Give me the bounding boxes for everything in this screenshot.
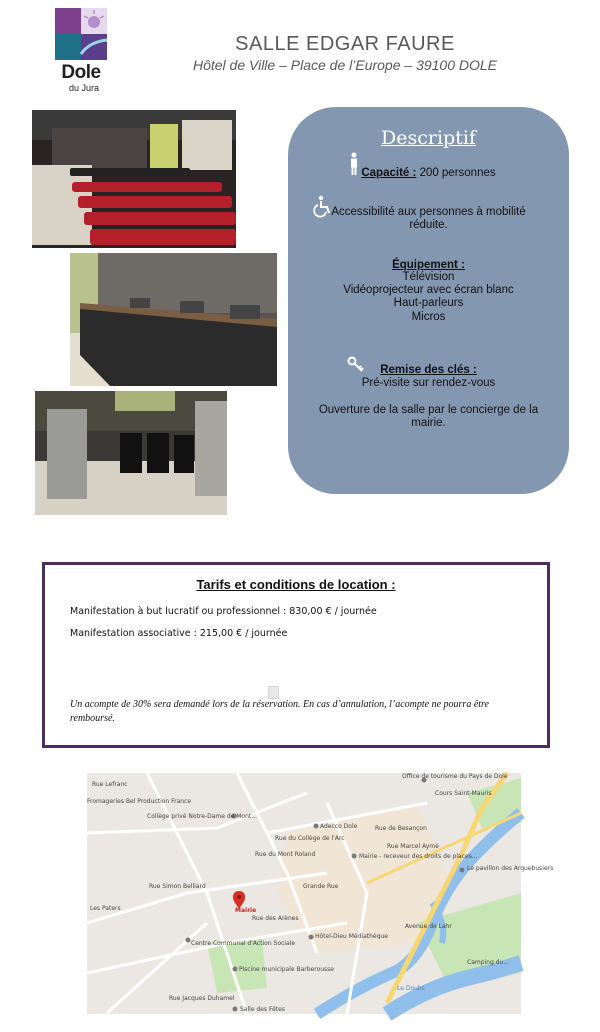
logo-square-teal [55,34,81,60]
map-label: Adecco Dole [320,823,358,830]
logo-wordmark [55,63,107,93]
equipement-label: Équipement : [392,259,465,271]
logo-square-river [81,34,107,60]
page-subtitle: Hôtel de Ville – Place de l’Europe – 39100 DOLE [192,57,498,73]
map-label: Rue Simon Belliard [149,883,206,890]
logo-name: Dole [61,62,101,83]
map-label: Hôtel-Dieu Médiathèque [315,933,388,940]
map-label: Mairie - receveur des droits de places... [359,853,478,860]
photo-tables [70,253,277,386]
descriptif-title: Descriptif [381,127,476,149]
accessibilite-line1: Accessibilité aux personnes à mobilité [331,206,526,218]
tarifs-note: Un acompte de 30% sera demandé lors de la réservation. En cas d’annulation, l’acompte ne pourra être remboursé. [70,699,489,724]
sun-icon [81,8,107,34]
map-label: Cours Saint-Mauris [435,790,492,797]
map-label: Rue du Mont Roland [255,851,316,858]
page-title: SALLE EDGAR FAURE [235,33,455,55]
map-graphic [87,773,521,1014]
map-label: Rue des Arènes [252,915,299,922]
map-label: Le Doubs [397,985,425,992]
accessibilite-line2: réduite. [409,219,448,231]
capacite-line [288,167,569,181]
map-label: Fromageries Bel Production France [87,798,192,805]
descriptif-panel [288,107,569,494]
capacite-value: 200 personnes [416,167,496,179]
equipement-item: Micros [411,311,446,323]
ouverture-line1: Ouverture de la salle par le concierge de la [318,404,539,416]
map-label: Grande Rue [303,883,339,890]
equipement-item: Haut-parleurs [393,297,464,309]
equipement-item: Vidéoprojecteur avec écran blanc [343,284,514,296]
river-icon [81,34,107,60]
photo-auditorium [32,110,236,248]
map-label: Rue Lefranc [92,781,128,788]
logo-sub: du Jura [69,83,100,93]
map-label-mairie: Mairie [235,907,257,914]
remise-label: Remise des clés : [380,364,477,376]
equipement-item: Télévision [402,271,455,283]
logo-square-purple [55,8,81,34]
map-label: Piscine municipale Barberousse [239,966,334,973]
map-label: Centre Communal d'Action Sociale [191,940,296,947]
logo-square-sun [81,8,107,34]
location-map[interactable] [87,773,554,1014]
map-label: Salle des Fêtes [240,1006,285,1013]
dole-logo [55,8,107,93]
map-label: Camping du... [467,959,510,966]
map-label: Rue Marcel Aymé [387,843,439,850]
photo-lift [35,391,227,515]
capacite-label: Capacité : [361,167,417,179]
map-label: Le pavillon des Arquebusiers [467,865,554,872]
map-label: Office de tourisme du Pays de Dole [402,773,508,780]
map-label: Rue Jacques Duhamel [169,995,235,1002]
map-label: Collège privé Notre-Dame de Mont... [147,813,257,820]
tarif-row: Manifestation à but lucratif ou professionnel : 830,00 € / journée [70,606,377,617]
map-label: Rue du Collège de l'Arc [275,835,345,842]
ouverture-line2: mairie. [411,417,446,429]
tarifs-title: Tarifs et conditions de location : [196,577,396,592]
map-label: Les Paters [90,905,121,912]
tarif-row: Manifestation associative : 215,00 € / journée [70,628,288,639]
map-label: Avenue de Lahr [405,923,452,930]
tarifs-box [42,562,550,748]
map-label: Rue de Besançon [375,825,427,832]
remise-value: Pré-visite sur rendez-vous [361,377,496,389]
